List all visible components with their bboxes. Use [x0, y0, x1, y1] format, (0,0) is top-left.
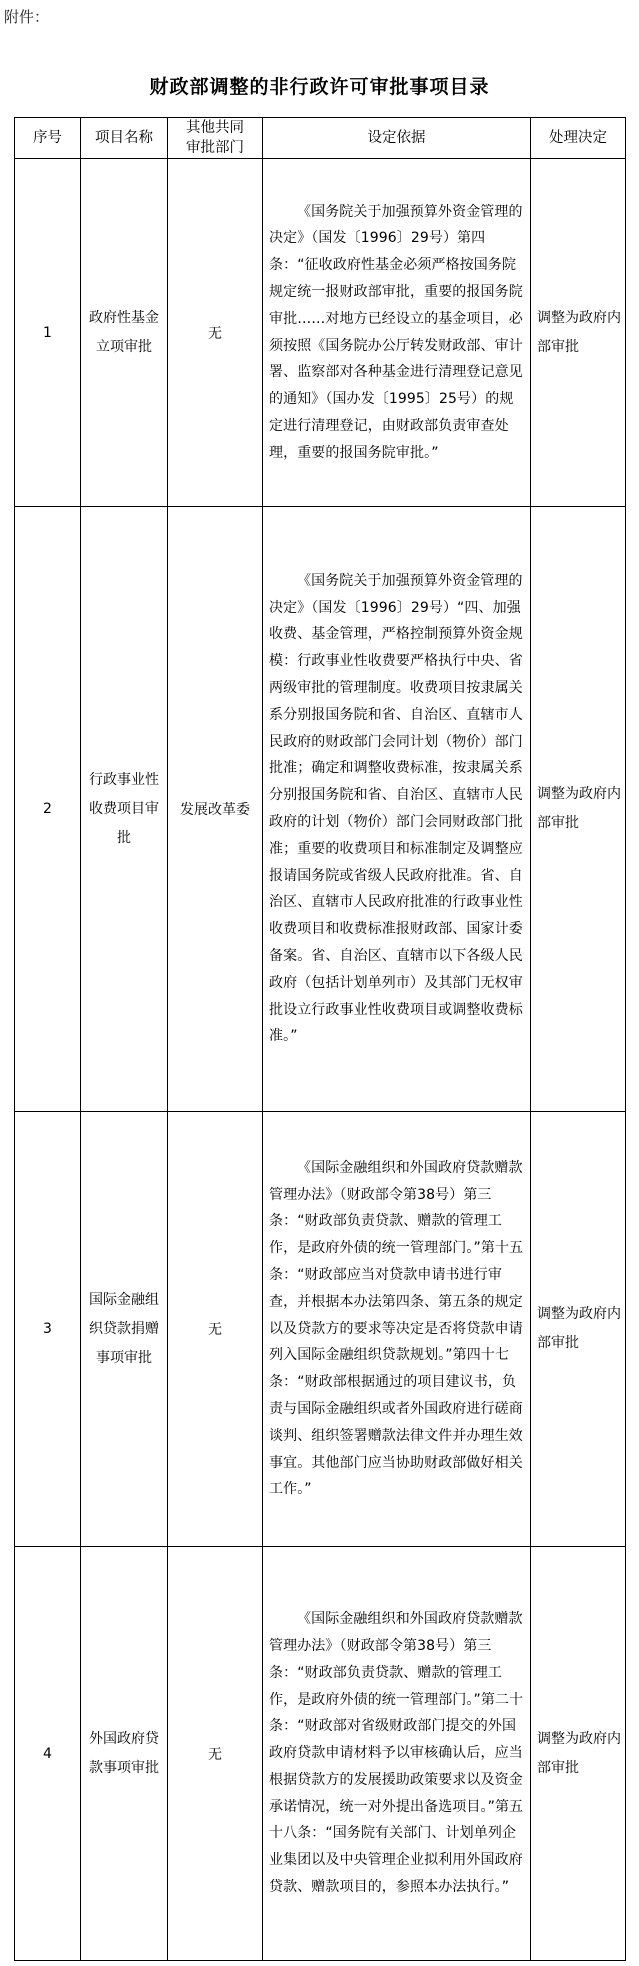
row-department: 无: [168, 1547, 263, 1961]
approval-items-table: [14, 117, 626, 1961]
row-decision: 调整为政府内部审批: [531, 159, 626, 507]
header-item-name: 项目名称: [81, 118, 168, 159]
row-legal-basis-text: 《国际金融组织和外国政府贷款赠款管理办法》（财政部令第38号）第三条：“财政部负责贷款、赠款的管理工作，是政府外债的统一管理部门。”第二十条：“财政部对省级财政部门提交的外国政府贷款申请材料予以审核确认后，应当根据贷款方的发展援助政策要求以及资金承诺情况，统一对外提出备选项目。”第五十八条：“国务院有关部门、计划单列企业集团以及中央管理企业拟利用外国政府贷款、赠款项目的，参照本办法执行。”: [269, 1611, 524, 1896]
row-department: 无: [168, 1112, 263, 1547]
row-item-name: 外国政府贷款事项审批: [81, 1547, 168, 1961]
row-index: 1: [15, 159, 81, 507]
row-legal-basis-text: 《国务院关于加强预算外资金管理的决定》（国发〔1996〕29号）第四条：“征收政府性基金必须严格按国务院规定统一报财政部审批，重要的报国务院审批……对地方已经设立的基金项目，必须按照《国务院办公厅转发财政部、审计署、监察部对各种基金进行清理登记意见的通知》（国办发〔1995〕25号）的规定进行清理登记，由财政部负责审查处理，重要的报国务院审批。”: [269, 203, 523, 461]
row-legal-basis: [263, 1547, 531, 1961]
row-department: 发展改革委: [168, 507, 263, 1112]
attachment-label: 附件：: [4, 8, 50, 26]
row-legal-basis: [263, 1112, 531, 1547]
row-item-name: 国际金融组织贷款捐赠事项审批: [81, 1112, 168, 1547]
row-index: 4: [15, 1547, 81, 1961]
row-decision: 调整为政府内部审批: [531, 1547, 626, 1961]
header-other-departments-text: 其他共同审批部门: [185, 120, 244, 156]
row-index: 3: [15, 1112, 81, 1547]
row-decision: 调整为政府内部审批: [531, 507, 626, 1112]
row-index: 2: [15, 507, 81, 1112]
header-index: 序号: [15, 118, 81, 159]
header-other-departments: [168, 118, 263, 159]
table-row: [15, 1112, 626, 1547]
row-item-name: 政府性基金立项审批: [81, 159, 168, 507]
row-item-name: 行政事业性收费项目审批: [81, 507, 168, 1112]
row-legal-basis: [263, 159, 531, 507]
row-department: 无: [168, 159, 263, 507]
document-title: 财政部调整的非行政许可审批事项目录: [149, 76, 490, 98]
header-decision: 处理决定: [531, 118, 626, 159]
table-header-row: [15, 118, 626, 159]
row-decision: 调整为政府内部审批: [531, 1112, 626, 1547]
row-legal-basis-text: 《国际金融组织和外国政府贷款赠款管理办法》（财政部令第38号）第三条：“财政部负责贷款、赠款的管理工作，是政府外债的统一管理部门。”第十五条：“财政部应当对贷款申请书进行审查，并根据本办法第四条、第五条的规定以及贷款方的要求等决定是否将贷款申请列入国际金融组织贷款规划。”第四十七条：“财政部根据通过的项目建议书，负责与国际金融组织或者外国政府进行磋商谈判、组织签署赠款法律文件并办理生效事宜。其他部门应当协助财政部做好相关工作。”: [269, 1159, 524, 1498]
table-row: [15, 159, 626, 507]
table-row: [15, 1547, 626, 1961]
header-legal-basis: 设定依据: [263, 118, 531, 159]
row-legal-basis-text: 《国务院关于加强预算外资金管理的决定》（国发〔1996〕29号）“四、加强收费、基金管理，严格控制预算外资金规模：行政事业性收费要严格执行中央、省两级审批的管理制度。收费项目按隶属关系分别报国务院和省、自治区、直辖市人民政府的财政部门会同计划（物价）部门批准；确定和调整收费标准，按隶属关系分别报国务院和省、自治区、直辖市人民政府的计划（物价）部门会同财政部门批准；重要的收费项目和标准制定及调整应报请国务院或省级人民政府批准。省、自治区、直辖市人民政府批准的行政事业性收费项目和收费标准报财政部、国家计委备案。省、自治区、直辖市以下各级人民政府（包括计划单列市）及其部门无权审批设立行政事业性收费项目或调整收费标准。”: [269, 572, 523, 1045]
table-row: [15, 507, 626, 1112]
row-legal-basis: [263, 507, 531, 1112]
